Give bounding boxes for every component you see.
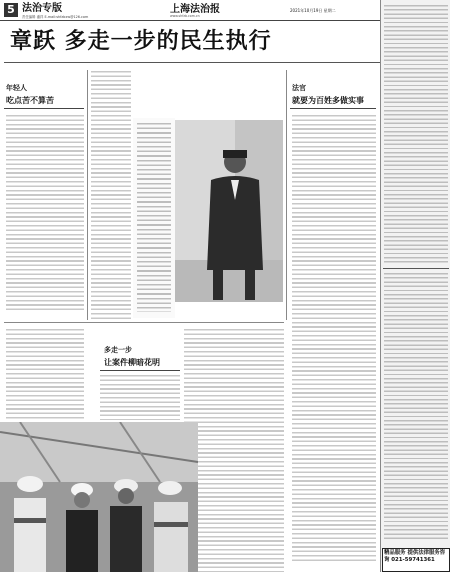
left-article-body — [6, 114, 84, 312]
middle-article-body — [91, 70, 131, 320]
section-rule — [4, 322, 284, 323]
left-subhead-rule — [4, 108, 84, 109]
bottom-mid-body — [100, 374, 180, 420]
adjacent-page-strip — [380, 0, 450, 572]
bottom-kicker: 多走一步 — [104, 346, 132, 354]
judge-portrait-photo — [175, 120, 283, 302]
headline-rule — [4, 62, 380, 63]
masthead-url: www.shfzb.com.cn — [170, 14, 200, 18]
right-subhead-rule — [290, 108, 376, 109]
bottom-subhead: 让案件柳暗花明 — [104, 358, 160, 367]
right-subhead: 就要为百姓多做实事 — [292, 96, 364, 105]
bottom-right-body — [184, 328, 284, 572]
advertisement-text: 精品服务 提供法律服务咨询 021-59741361 — [384, 550, 446, 563]
right-article-body — [292, 114, 376, 564]
newspaper-masthead: 上海法治报 — [170, 4, 220, 15]
header-meta: 责任编辑 潘祥 E-mail:shfzbxw@126.com — [22, 15, 89, 19]
column-divider — [87, 70, 88, 320]
left-kicker: 年轻人 — [6, 84, 27, 92]
issue-date: 2021年10月19日 星期二 — [290, 8, 336, 13]
page-number-badge: 5 — [4, 3, 18, 17]
page-headline: 章跃 多走一步的民生执行 — [10, 29, 272, 54]
right-kicker: 法官 — [292, 84, 306, 92]
section-title: 法治专版 — [22, 3, 62, 14]
construction-site-photo — [0, 422, 198, 572]
column-divider — [286, 70, 287, 320]
bottom-subhead-rule — [100, 370, 180, 371]
bottom-left-body — [6, 328, 84, 420]
left-subhead: 吃点苦不算苦 — [6, 96, 54, 105]
pull-quote-box — [133, 118, 175, 318]
